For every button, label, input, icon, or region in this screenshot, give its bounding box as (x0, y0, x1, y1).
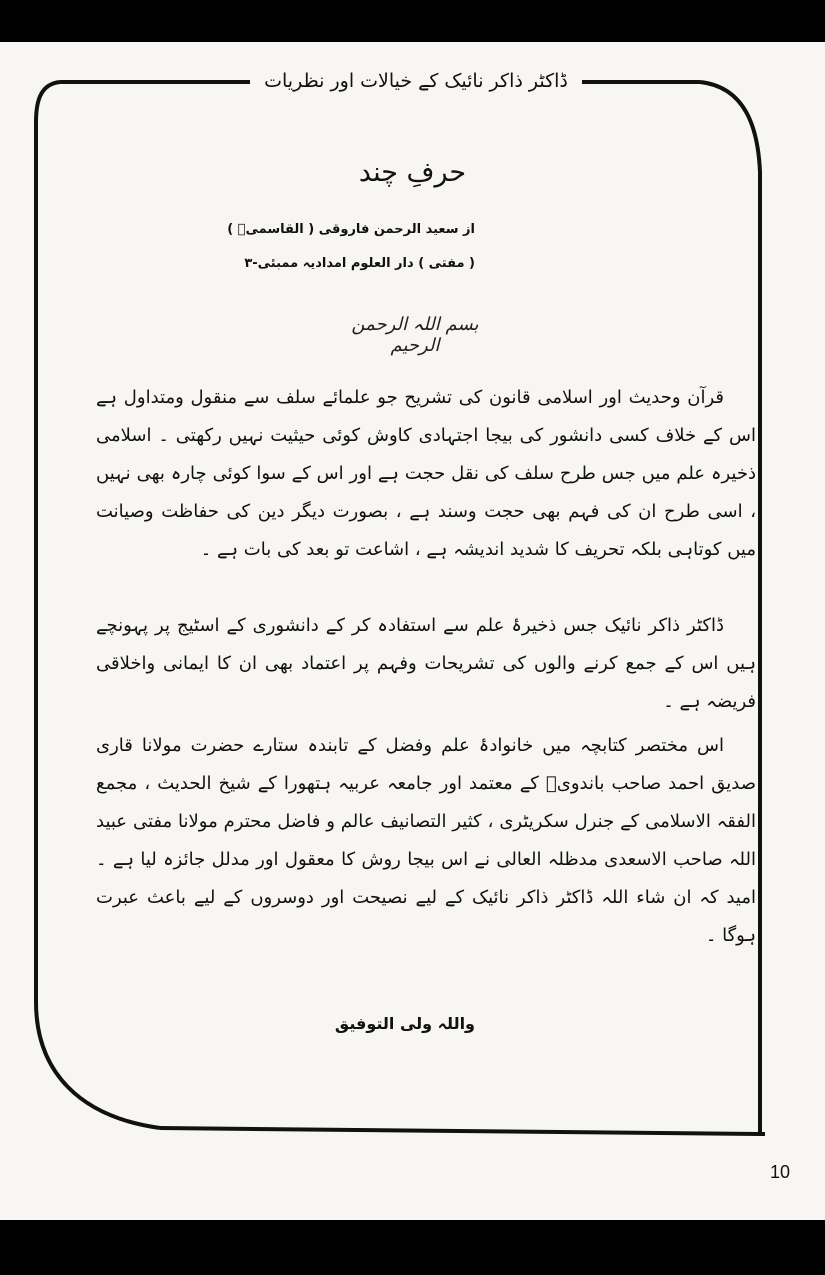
closing-phrase: واللہ ولی التوفیق (334, 1014, 475, 1033)
left-border-curve (36, 82, 160, 1128)
paragraph-3 (96, 727, 756, 955)
paragraph-text: ڈاکٹر ذاکر نائیک جس ذخیرۂ علم سے استفادہ کر کے دانشوری کے اسٹیج پر پہونچے ہیں اس کے جمع کرنے والوں کی تشریحات وفہم پر اعتماد بھی ان کا ایمانی واخلاقی فریضہ ہے ۔ (96, 615, 756, 712)
page-number: 10 (770, 1162, 791, 1182)
paragraph-1 (96, 379, 756, 569)
running-header-title: ڈاکٹر ذاکر نائیک کے خیالات اور نظریات (250, 70, 582, 92)
paragraph-text: قرآن وحدیث اور اسلامی قانون کی تشریح جو علمائے سلف سے منقول ومتداول ہے اس کے خلاف کسی دانشور کی بیجا اجتہادی کاوش کوئی حیثیت نہیں رکھتی ۔ اسلامی ذخیرہ علم میں جس طرح سلف کی نقل حجت ہے اور اس کے سوا کوئی چارہ بھی نہیں ، اسی طرح ان کی فہم بھی حجت وسند ہے ، بصورت دیگر دین کی حفاظت وصیانت میں کوتاہی بلکہ تحریف کا شدید اندیشہ ہے ، اشاعت تو بعد کی بات ہے ۔ (96, 387, 756, 560)
paragraph-text: اس مختصر کتابچہ میں خانوادۂ علم وفضل کے تابندہ ستارے حضرت مولانا قاری صدیق احمد صاحب باندویؒ کے معتمد اور جامعہ عربیہ ہتھورا کے شیخ الحدیث ، مجمع الفقہ الاسلامی کے جنرل سکریٹری ، کثیر التصانیف عالم و فاضل محترم مولانا مفتی عبید اللہ صاحب الاسعدی مدظلہ العالی نے اس بیجا روش کا معقول اور مدلل جائزہ لیا ہے ۔ امید کہ ان شاء اللہ ڈاکٹر ذاکر نائیک کے لیے نصیحت اور دوسروں کے لیے باعث عبرت ہوگا ۔ (96, 735, 756, 946)
chapter-title: حرفِ چند (358, 157, 467, 188)
document-page (0, 42, 825, 1220)
bismillah-calligraphy: بسم اللہ الرحمن الرحیم (351, 314, 479, 356)
author-name: از سعید الرحمن فاروقی ( القاسمیؔ ) (227, 222, 475, 237)
paragraph-2 (96, 607, 756, 721)
author-affiliation: ( مفتی ) دار العلوم امدادیہ ممبئی-۳ (244, 256, 475, 271)
bottom-border-line (160, 1128, 765, 1134)
